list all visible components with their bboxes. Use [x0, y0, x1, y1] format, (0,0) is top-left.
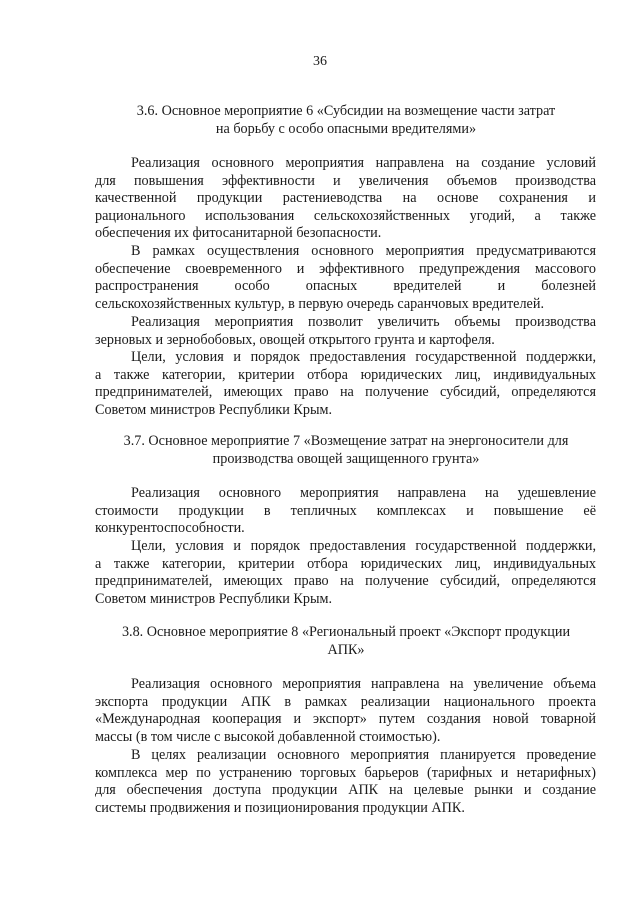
paragraph [95, 349, 596, 419]
text-line: а также категории, критерии отбора юридических лиц, индивидуальных [95, 555, 596, 572]
text-line: для повышения эффективности и увеличения объемов производства [95, 172, 596, 189]
text-line: для обеспечения доступа продукции АПК на целевые рынки и создание [95, 782, 596, 799]
text-line: системы продвижения и позиционирования продукции АПК. [95, 799, 465, 816]
heading-line: производства овощей защищенного грунта» [212, 451, 480, 467]
text-line: Советом министров Республики Крым. [95, 590, 333, 607]
text-line: экспорта продукции АПК в рамках реализации национального проекта [95, 693, 596, 710]
paragraph [95, 747, 596, 817]
paragraph [95, 243, 596, 313]
section-heading-3-6 [96, 102, 596, 138]
text-line: Реализация основного мероприятия направлена на удешевление [131, 485, 596, 501]
text-line: обеспечения их фитосанитарной безопасности. [95, 225, 382, 242]
text-line: комплекса мер по устранению торговых барьеров (тарифных и нетарифных) [95, 764, 596, 781]
text-line: сельскохозяйственных культур, в первую очередь саранчовых вредителей. [95, 295, 544, 312]
text-line: В целях реализации основного мероприятия планируется проведение [131, 747, 596, 763]
paragraph [95, 314, 596, 349]
text-line: «Международная кооперация и экспорт» путем создания новой товарной [95, 711, 596, 728]
text-line: предпринимателей, имеющих право на получение субсидий, определяются [95, 573, 596, 590]
text-line: качественной продукции растениеводства на основе сохранения и [95, 190, 596, 207]
text-line: конкурентоспособности. [95, 520, 245, 537]
paragraph [95, 676, 596, 746]
text-line: распространения особо опасных вредителей и болезней [95, 278, 596, 295]
heading-line: 3.8. Основное мероприятие 8 «Региональный проект «Экспорт продукции [121, 624, 571, 640]
text-line: массы (в том числе с высокой добавленной стоимостью). [95, 728, 441, 745]
heading-line: АПК» [327, 642, 365, 658]
paragraph [95, 538, 596, 608]
heading-line: 3.7. Основное мероприятие 7 «Возмещение затрат на энергоносители для [123, 433, 569, 449]
text-line: Реализация основного мероприятия направлена на увеличение объема [131, 676, 596, 692]
text-line: Цели, условия и порядок предоставления государственной поддержки, [131, 349, 596, 365]
paragraph [95, 485, 596, 538]
text-line: а также категории, критерии отбора юридических лиц, индивидуальных [95, 366, 596, 383]
text-line: Реализация основного мероприятия направлена на создание условий [131, 155, 596, 171]
text-line: Реализация мероприятия позволит увеличить объемы производства [131, 314, 596, 330]
text-line: Цели, условия и порядок предоставления государственной поддержки, [131, 538, 596, 554]
text-line: Советом министров Республики Крым. [95, 401, 333, 418]
section-heading-3-8 [96, 623, 596, 659]
text-line: рационального использования сельскохозяйственных угодий, а также [95, 207, 596, 224]
section-heading-3-7 [96, 432, 596, 468]
page-number: 36 [313, 54, 327, 69]
text-line: предпринимателей, имеющих право на получение субсидий, определяются [95, 384, 596, 401]
heading-line: 3.6. Основное мероприятие 6 «Субсидии на возмещение части затрат [136, 103, 556, 119]
text-line: стоимости продукции в тепличных комплексах и повышение её [95, 502, 596, 519]
text-line: зерновых и зернобобовых, овощей открытого грунта и картофеля. [95, 331, 495, 348]
paragraph [95, 155, 596, 243]
text-line: В рамках осуществления основного мероприятия предусматриваются [131, 243, 596, 259]
text-line: обеспечение своевременного и эффективного предупреждения массового [95, 260, 596, 277]
heading-line: на борьбу с особо опасными вредителями» [215, 121, 477, 137]
